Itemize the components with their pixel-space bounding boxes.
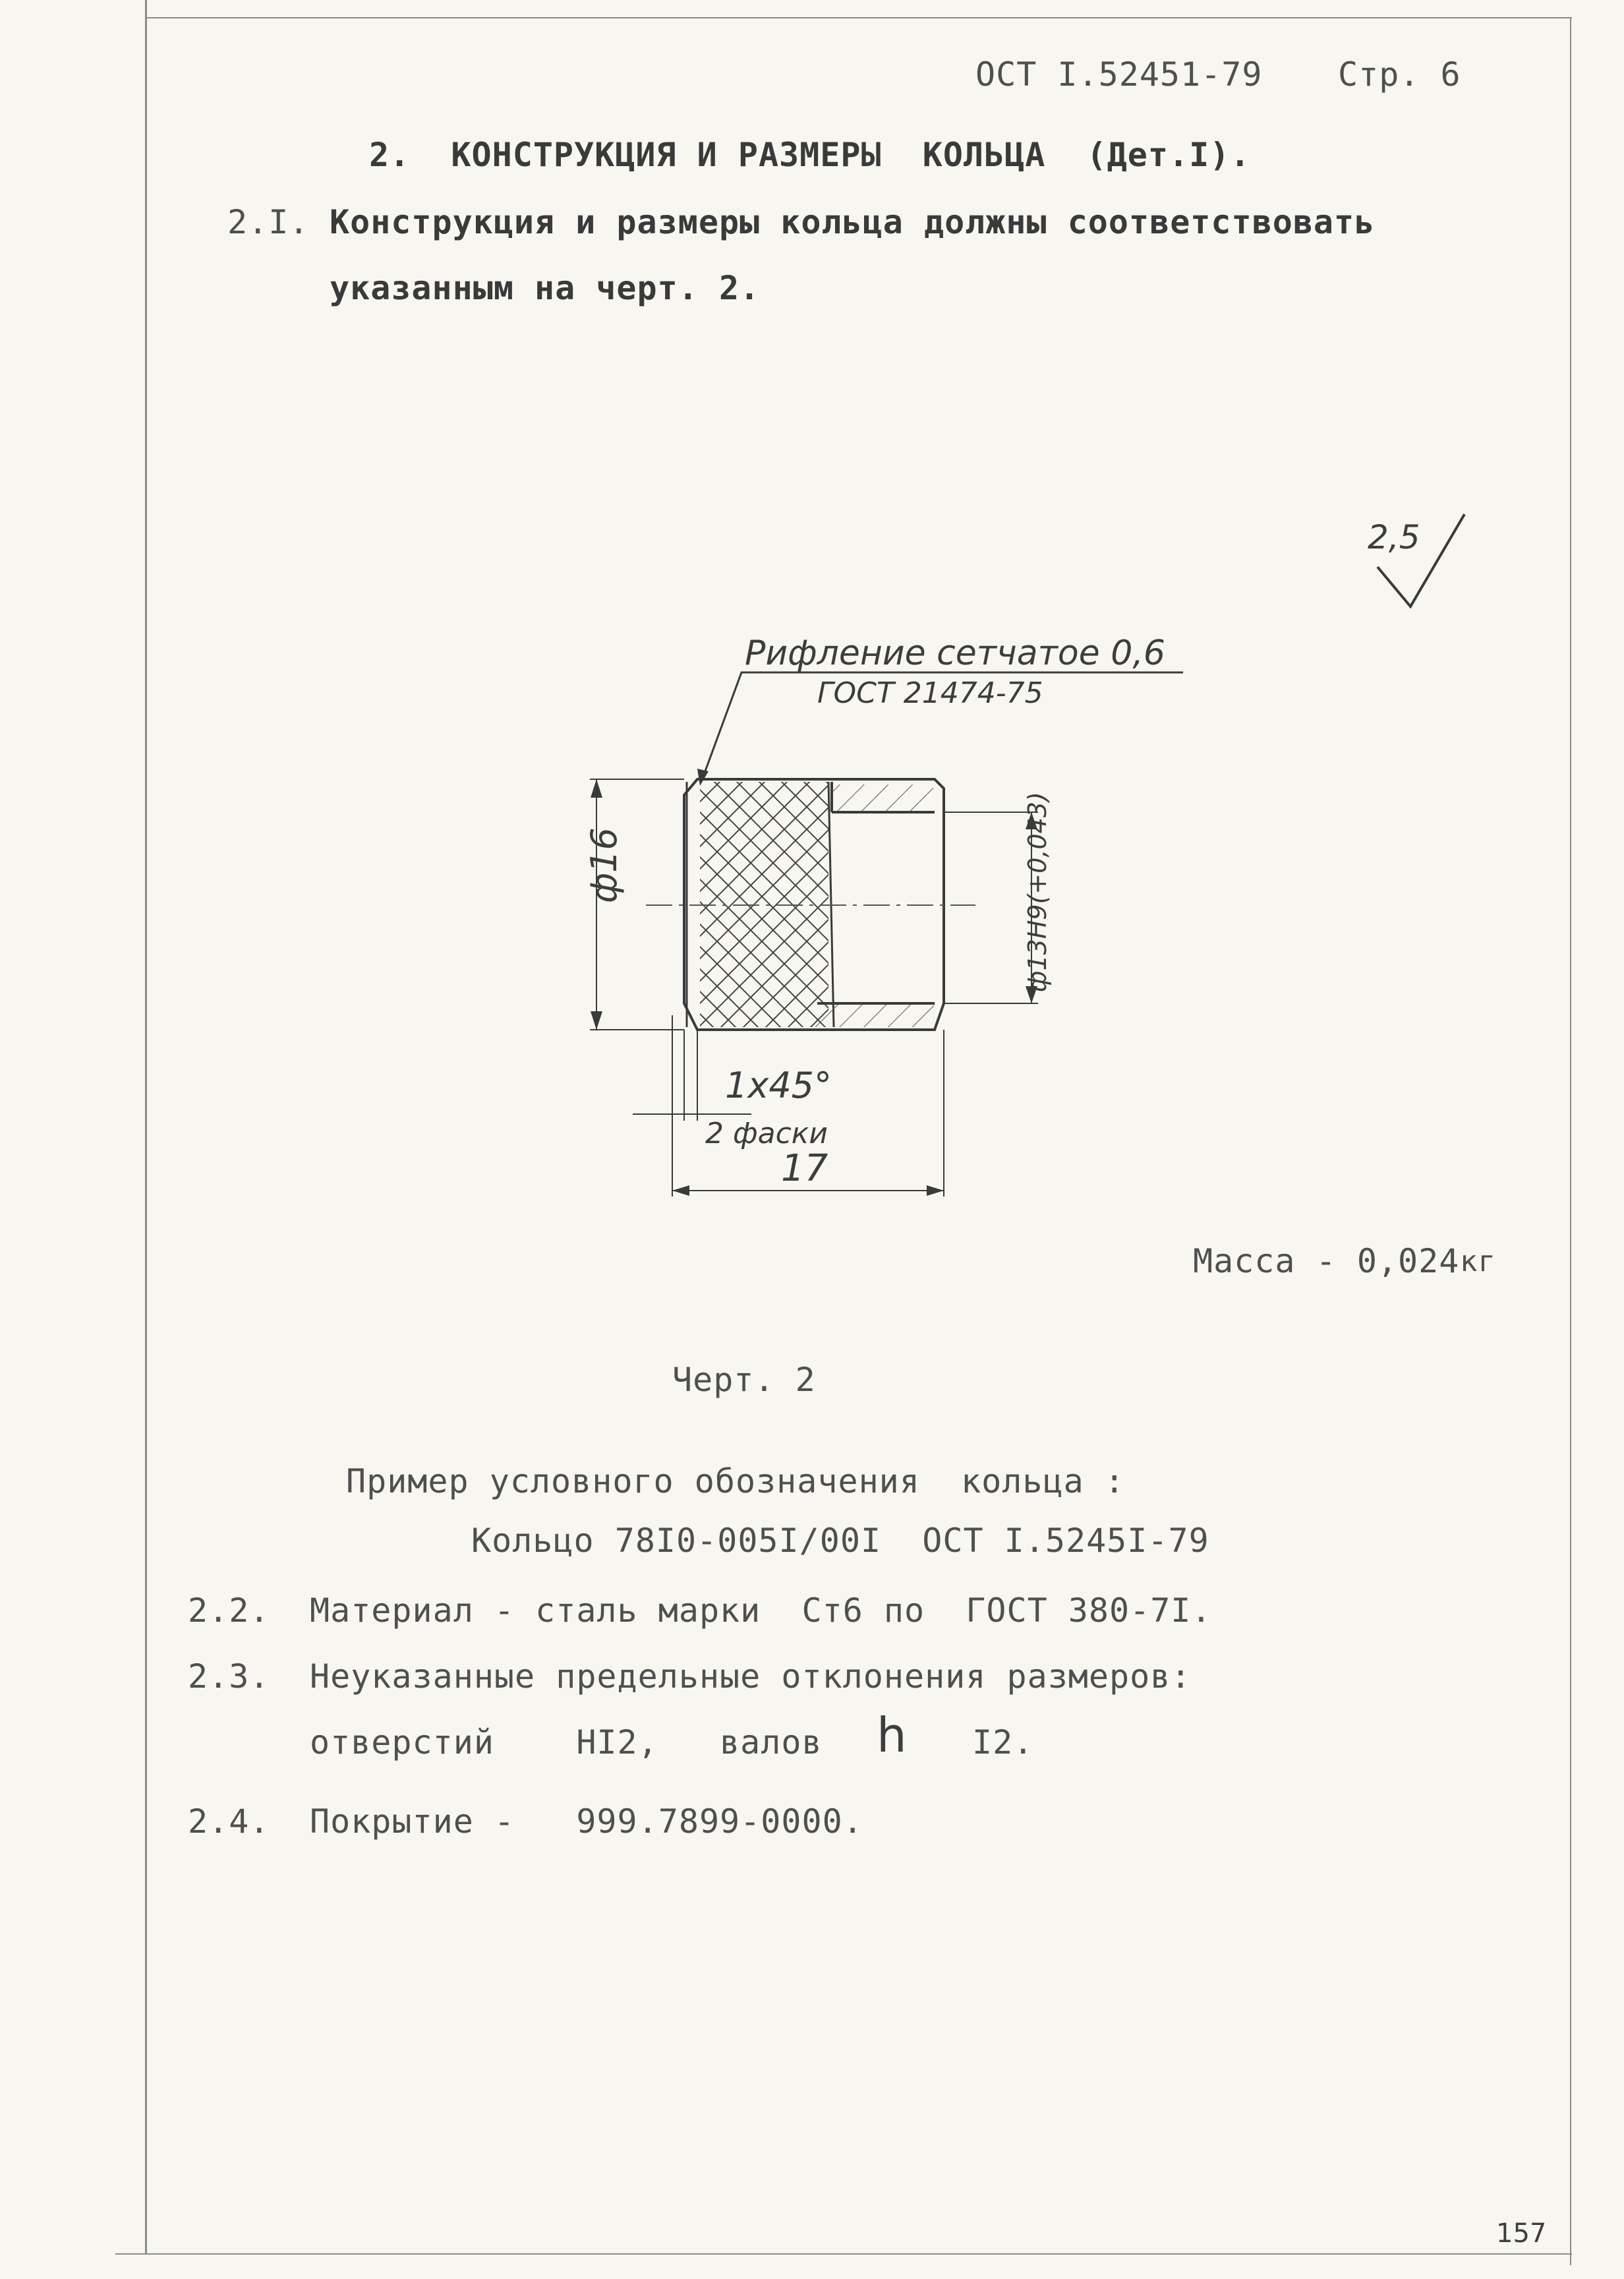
standard-number: ОСТ I.52451-79: [975, 55, 1263, 94]
knurl-area: [700, 782, 828, 1027]
clause-2-2-text: Материал - сталь марки Ст6 по ГОСТ 380-7I.: [310, 1591, 1212, 1630]
mass-label: Масса - 0,024: [1193, 1242, 1460, 1280]
outer-diameter-label: ф16: [583, 827, 625, 903]
chamfer-label: 1x45°: [725, 1065, 832, 1106]
page-number: Стр. 6: [1338, 55, 1461, 94]
clause-2-3-text: Неуказанные предельные отклонения размеров:: [310, 1657, 1192, 1696]
wall-hatch-top: [832, 784, 933, 811]
roughness-value: 2,5: [1368, 518, 1420, 556]
clause-2-3-continuation: отверстий НI2, валов: [310, 1723, 823, 1761]
clause-2-1-line1: Конструкция и размеры кольца должны соответствовать: [330, 203, 1376, 241]
knurl-note-line1: Рифление сетчатое 0,6: [745, 634, 1165, 673]
clause-2-1-number: 2.I.: [227, 203, 310, 241]
chamfer-count-label: 2 фаски: [705, 1117, 828, 1150]
mass-unit: кг: [1460, 1245, 1496, 1278]
section-title: 2. КОНСТРУКЦИЯ И РАЗМЕРЫ КОЛЬЦА (Дет.I).: [369, 136, 1251, 174]
inner-diameter-label: ф13Н9(+0,043): [1023, 792, 1052, 992]
shaft-tolerance-letter: h: [877, 1707, 907, 1763]
clause-2-4-text: Покрытие - 999.7899-0000.: [310, 1802, 863, 1841]
designation-intro: Пример условного обозначения кольца :: [346, 1462, 1125, 1500]
clause-2-3-number: 2.3.: [188, 1657, 270, 1696]
bore-outline: [817, 782, 935, 1003]
clause-2-2-number: 2.2.: [188, 1591, 270, 1630]
length-label: 17: [781, 1147, 828, 1190]
sheet-number: 157: [1496, 2218, 1547, 2249]
shaft-tolerance-grade: I2.: [972, 1723, 1034, 1761]
wall-hatch-bottom: [814, 1005, 934, 1027]
designation-code: Кольцо 78I0-005I/00I ОСТ I.5245I-79: [471, 1522, 1209, 1560]
clause-2-1-line2: указанным на черт. 2.: [330, 269, 761, 307]
clause-2-4-number: 2.4.: [188, 1802, 270, 1841]
knurl-note-line2: ГОСТ 21474-75: [817, 676, 1043, 710]
figure-caption: Черт. 2: [672, 1361, 816, 1399]
